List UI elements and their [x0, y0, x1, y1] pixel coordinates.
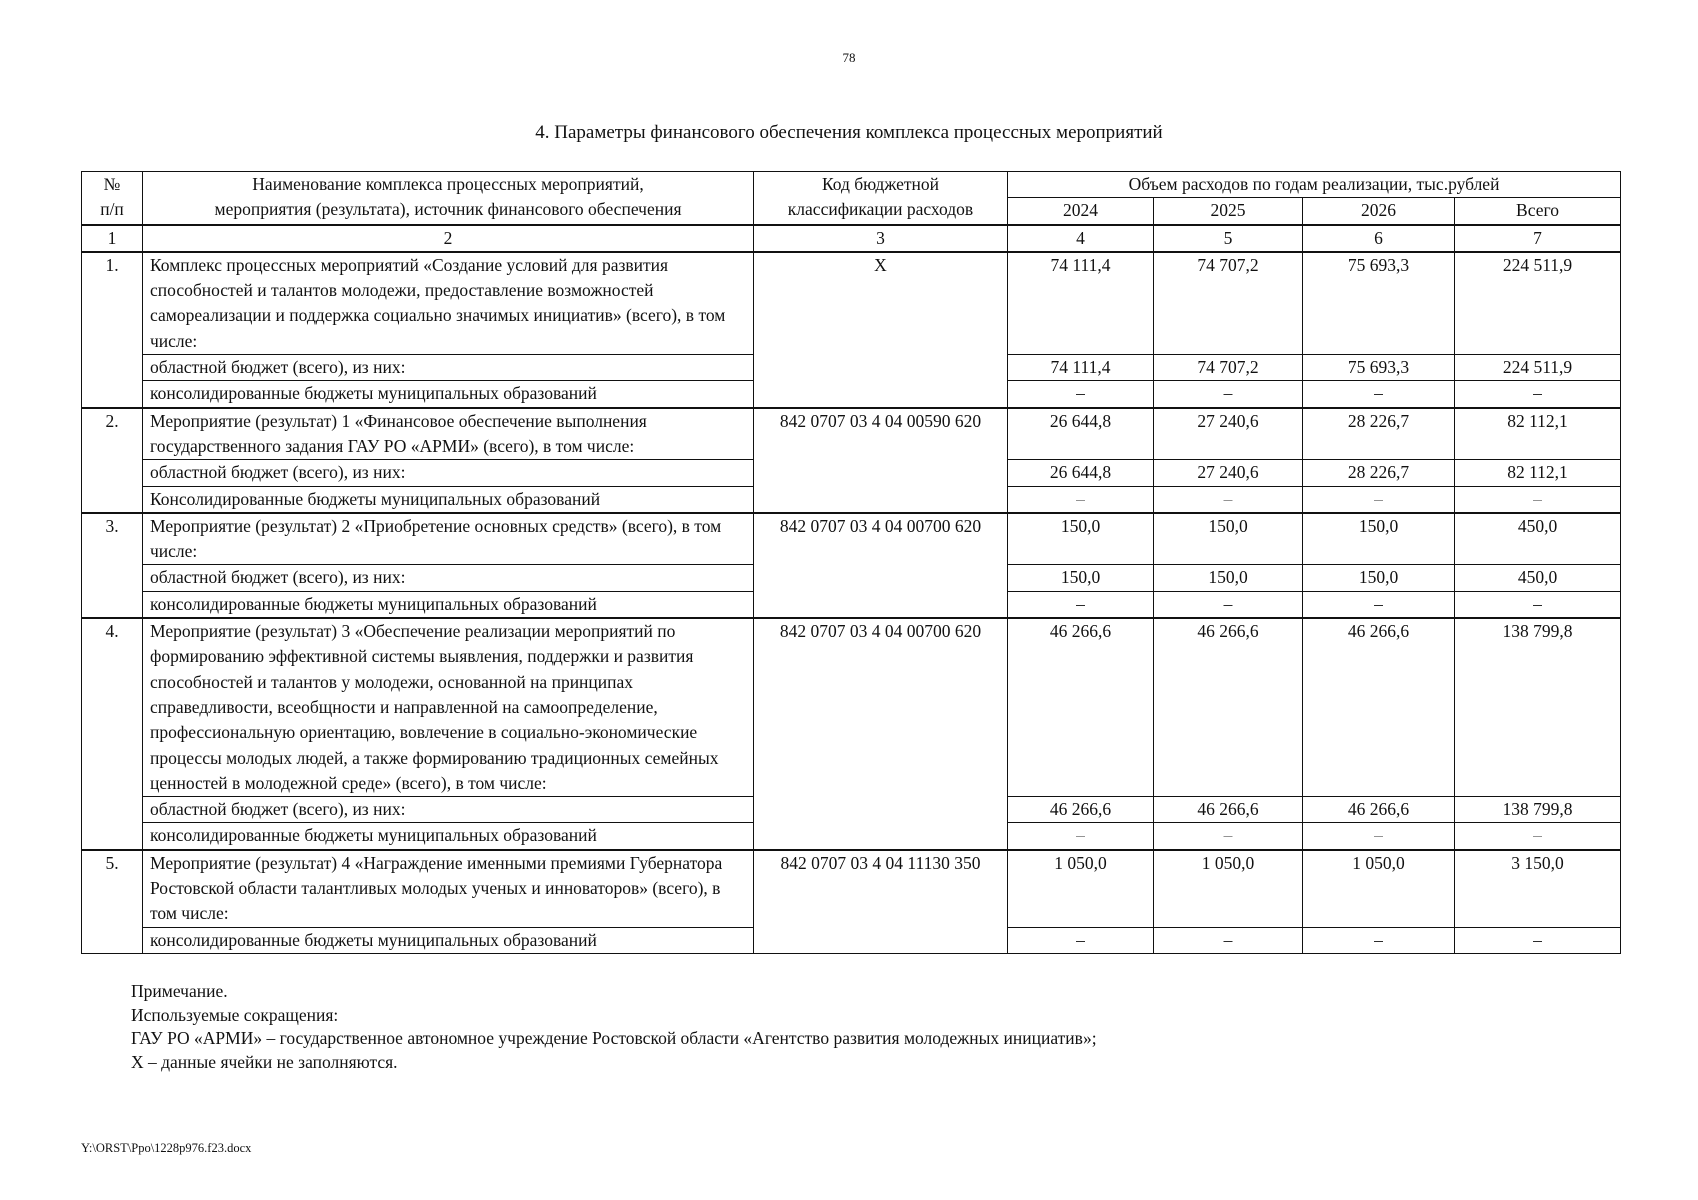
- value-v2026: 150,0: [1303, 565, 1455, 591]
- row-name: консолидированные бюджеты муниципальных образований: [143, 381, 754, 408]
- row-budget-code: 842 0707 03 4 04 00590 620: [754, 408, 1008, 513]
- col-number: 1: [82, 225, 143, 252]
- value-v2025: 1 050,0: [1154, 850, 1303, 927]
- value-total: 138 799,8: [1455, 618, 1621, 797]
- page-number: 78: [842, 50, 856, 65]
- row-number: 4.: [82, 618, 143, 850]
- value-v2025: –: [1154, 486, 1303, 513]
- note-subheading: Используемые сокращения:: [131, 1004, 339, 1025]
- row-name: областной бюджет (всего), из них:: [143, 797, 754, 823]
- value-v2024: 74 111,4: [1008, 252, 1154, 355]
- row-name: Мероприятие (результат) 2 «Приобретение основных средств» (всего), в том числе:: [143, 513, 754, 565]
- table-row: [82, 850, 1621, 927]
- value-total: 82 112,1: [1455, 408, 1621, 460]
- header-year-2024: 2024: [1008, 198, 1154, 225]
- financing-table: [81, 171, 1621, 954]
- header-volume: Объем расходов по годам реализации, тыс.рублей: [1008, 172, 1621, 198]
- value-v2026: 1 050,0: [1303, 850, 1455, 927]
- table-row: [82, 513, 1621, 565]
- col-number: 7: [1455, 225, 1621, 252]
- value-total: –: [1455, 927, 1621, 953]
- note-abbrev-x: Х – данные ячейки не заполняются.: [131, 1051, 398, 1072]
- row-name: Консолидированные бюджеты муниципальных образований: [143, 486, 754, 513]
- value-v2026: 28 226,7: [1303, 460, 1455, 486]
- value-v2026: –: [1303, 823, 1455, 850]
- row-name: областной бюджет (всего), из них:: [143, 355, 754, 381]
- col-number: 3: [754, 225, 1008, 252]
- value-v2024: 74 111,4: [1008, 355, 1154, 381]
- col-number: 6: [1303, 225, 1455, 252]
- header-name: Наименование комплекса процессных мероприятий, мероприятия (результата), источник финансового обеспечения: [143, 172, 754, 225]
- value-total: –: [1455, 381, 1621, 408]
- value-total: 224 511,9: [1455, 355, 1621, 381]
- row-number: 3.: [82, 513, 143, 618]
- note-heading: Примечание.: [131, 981, 228, 1001]
- value-v2025: –: [1154, 591, 1303, 618]
- value-v2024: –: [1008, 486, 1154, 513]
- value-v2025: 74 707,2: [1154, 252, 1303, 355]
- col-number: 2: [143, 225, 754, 252]
- value-total: 138 799,8: [1455, 797, 1621, 823]
- value-v2024: 46 266,6: [1008, 797, 1154, 823]
- value-total: 82 112,1: [1455, 460, 1621, 486]
- row-name: Мероприятие (результат) 1 «Финансовое обеспечение выполнения государственного задания ГАУ РО «АРМИ» (всего), в том числе:: [143, 408, 754, 460]
- row-name: консолидированные бюджеты муниципальных образований: [143, 823, 754, 850]
- value-v2024: –: [1008, 927, 1154, 953]
- row-budget-code: 842 0707 03 4 04 11130 350: [754, 850, 1008, 954]
- value-v2025: 27 240,6: [1154, 408, 1303, 460]
- value-v2024: –: [1008, 591, 1154, 618]
- value-v2026: 75 693,3: [1303, 252, 1455, 355]
- value-v2025: 150,0: [1154, 565, 1303, 591]
- value-total: 224 511,9: [1455, 252, 1621, 355]
- value-v2026: –: [1303, 381, 1455, 408]
- value-v2025: –: [1154, 381, 1303, 408]
- row-budget-code: Х: [754, 252, 1008, 408]
- value-total: –: [1455, 823, 1621, 850]
- value-v2026: 150,0: [1303, 513, 1455, 565]
- note-block: [131, 980, 1097, 1074]
- value-v2025: 27 240,6: [1154, 460, 1303, 486]
- value-v2025: 46 266,6: [1154, 797, 1303, 823]
- row-budget-code: 842 0707 03 4 04 00700 620: [754, 513, 1008, 618]
- value-v2026: –: [1303, 486, 1455, 513]
- table-row: [82, 408, 1621, 460]
- row-number: 2.: [82, 408, 143, 513]
- value-v2026: 46 266,6: [1303, 618, 1455, 797]
- value-v2024: –: [1008, 381, 1154, 408]
- row-number: 5.: [82, 850, 143, 954]
- value-v2024: 150,0: [1008, 513, 1154, 565]
- value-v2024: 1 050,0: [1008, 850, 1154, 927]
- value-v2026: 75 693,3: [1303, 355, 1455, 381]
- value-total: 450,0: [1455, 565, 1621, 591]
- header-total: Всего: [1455, 198, 1621, 225]
- value-total: 450,0: [1455, 513, 1621, 565]
- value-v2024: 150,0: [1008, 565, 1154, 591]
- header-year-2025: 2025: [1154, 198, 1303, 225]
- value-v2025: 46 266,6: [1154, 618, 1303, 797]
- note-abbrev-armi: ГАУ РО «АРМИ» – государственное автономное учреждение Ростовской области «Агентство развития молодежных инициатив»;: [131, 1028, 1097, 1048]
- row-name: Мероприятие (результат) 4 «Награждение именными премиями Губернатора Ростовской области талантливых молодых ученых и инноваторов» (всего), в том числе:: [143, 850, 754, 927]
- value-v2024: –: [1008, 823, 1154, 850]
- value-v2025: –: [1154, 927, 1303, 953]
- row-name: областной бюджет (всего), из них:: [143, 565, 754, 591]
- section-title: 4. Параметры финансового обеспечения комплекса процессных мероприятий: [535, 122, 1163, 143]
- row-name: консолидированные бюджеты муниципальных образований: [143, 927, 754, 953]
- row-name: Комплекс процессных мероприятий «Создание условий для развития способностей и талантов молодежи, предоставление возможностей самореализации и поддержка социально значимых инициатив» (всего), в том числе:: [143, 252, 754, 355]
- row-name: консолидированные бюджеты муниципальных образований: [143, 591, 754, 618]
- header-row: [82, 172, 1621, 198]
- value-v2024: 46 266,6: [1008, 618, 1154, 797]
- value-v2024: 26 644,8: [1008, 408, 1154, 460]
- value-v2026: 28 226,7: [1303, 408, 1455, 460]
- header-year-2026: 2026: [1303, 198, 1455, 225]
- value-v2025: 150,0: [1154, 513, 1303, 565]
- value-v2026: –: [1303, 927, 1455, 953]
- header-code: Код бюджетной классификации расходов: [754, 172, 1008, 225]
- col-number: 5: [1154, 225, 1303, 252]
- row-budget-code: 842 0707 03 4 04 00700 620: [754, 618, 1008, 850]
- table-row: [82, 252, 1621, 355]
- value-v2025: –: [1154, 823, 1303, 850]
- value-v2024: 26 644,8: [1008, 460, 1154, 486]
- table-row: [82, 618, 1621, 797]
- header-num: № п/п: [82, 172, 143, 225]
- row-name: областной бюджет (всего), из них:: [143, 460, 754, 486]
- value-total: 3 150,0: [1455, 850, 1621, 927]
- row-number: 1.: [82, 252, 143, 408]
- value-v2026: –: [1303, 591, 1455, 618]
- value-v2026: 46 266,6: [1303, 797, 1455, 823]
- value-v2025: 74 707,2: [1154, 355, 1303, 381]
- value-total: –: [1455, 591, 1621, 618]
- col-number: 4: [1008, 225, 1154, 252]
- value-total: –: [1455, 486, 1621, 513]
- row-name: Мероприятие (результат) 3 «Обеспечение реализации мероприятий по формированию эффективной системы выявления, поддержки и развития способностей и талантов у молодежи, основанной на принципах справедливости, всеобщности и направленной на самоопределение, профессиональную ориентацию, вовлечение в социально-экономические процессы молодых людей, а также формированию традиционных семейных ценностей в молодежной среде» (всего), в том числе:: [143, 618, 754, 797]
- footer-file-path: Y:\ORST\Ppo\1228p976.f23.docx: [81, 1141, 252, 1155]
- column-numbers-row: [82, 225, 1621, 252]
